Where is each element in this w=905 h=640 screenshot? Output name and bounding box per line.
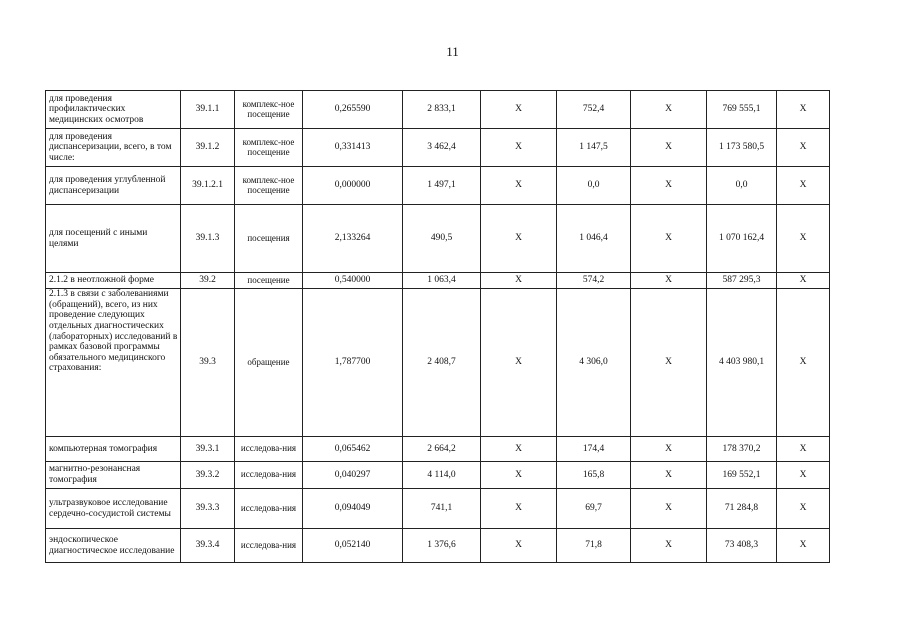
row-value-1: 0,052140 [303, 529, 403, 563]
table-body [46, 91, 830, 563]
row-name: эндоскопическое диагностическое исследование [46, 529, 181, 563]
row-name: для проведения углубленной диспансеризации [46, 167, 181, 205]
row-value-3: Х [481, 129, 557, 167]
table-row [46, 167, 830, 205]
row-name: для проведения диспансеризации, всего, в том числе: [46, 129, 181, 167]
row-value-6: 769 555,1 [707, 91, 777, 129]
row-value-3: Х [481, 289, 557, 437]
row-value-7: Х [777, 289, 830, 437]
row-value-3: Х [481, 489, 557, 529]
table-row [46, 437, 830, 462]
row-value-5: Х [631, 273, 707, 289]
row-value-2: 741,1 [403, 489, 481, 529]
row-code: 39.3.2 [181, 462, 235, 489]
row-value-2: 2 408,7 [403, 289, 481, 437]
row-value-5: Х [631, 167, 707, 205]
row-value-7: Х [777, 91, 830, 129]
table-row [46, 273, 830, 289]
row-value-6: 178 370,2 [707, 437, 777, 462]
row-value-2: 1 063,4 [403, 273, 481, 289]
row-value-2: 1 497,1 [403, 167, 481, 205]
row-value-3: Х [481, 273, 557, 289]
row-value-5: Х [631, 205, 707, 273]
row-value-2: 1 376,6 [403, 529, 481, 563]
row-value-4: 69,7 [557, 489, 631, 529]
row-code: 39.1.2.1 [181, 167, 235, 205]
row-value-7: Х [777, 489, 830, 529]
row-value-5: Х [631, 489, 707, 529]
row-value-6: 1 070 162,4 [707, 205, 777, 273]
row-value-4: 1 147,5 [557, 129, 631, 167]
row-value-6: 4 403 980,1 [707, 289, 777, 437]
row-value-6: 587 295,3 [707, 273, 777, 289]
row-value-7: Х [777, 273, 830, 289]
row-name: для проведения профилактических медицинских осмотров [46, 91, 181, 129]
row-name: ультразвуковое исследование сердечно-сосудистой системы [46, 489, 181, 529]
table-row [46, 529, 830, 563]
row-unit: исследова-ния [235, 437, 303, 462]
row-unit: исследова-ния [235, 462, 303, 489]
row-value-4: 574,2 [557, 273, 631, 289]
row-value-5: Х [631, 529, 707, 563]
row-name: 2.1.3 в связи с заболеваниями (обращений), всего, из них проведение следующих отдельных диагностических (лабораторных) исследований в рамках базовой программы обязательного медицинского страхования: [46, 289, 181, 437]
table-row [46, 462, 830, 489]
row-value-5: Х [631, 289, 707, 437]
row-value-1: 2,133264 [303, 205, 403, 273]
row-unit: исследова-ния [235, 529, 303, 563]
row-value-3: Х [481, 462, 557, 489]
data-table [45, 90, 830, 563]
row-code: 39.3.3 [181, 489, 235, 529]
row-value-4: 752,4 [557, 91, 631, 129]
row-value-2: 2 664,2 [403, 437, 481, 462]
row-code: 39.2 [181, 273, 235, 289]
row-value-2: 4 114,0 [403, 462, 481, 489]
row-value-2: 3 462,4 [403, 129, 481, 167]
row-value-3: Х [481, 91, 557, 129]
row-value-1: 0,331413 [303, 129, 403, 167]
row-value-1: 0,094049 [303, 489, 403, 529]
row-value-1: 0,000000 [303, 167, 403, 205]
row-value-7: Х [777, 529, 830, 563]
row-value-1: 0,065462 [303, 437, 403, 462]
row-code: 39.1.1 [181, 91, 235, 129]
row-value-6: 71 284,8 [707, 489, 777, 529]
row-value-3: Х [481, 529, 557, 563]
row-value-6: 1 173 580,5 [707, 129, 777, 167]
row-unit: посещения [235, 205, 303, 273]
row-unit: комплекс-ное посещение [235, 91, 303, 129]
row-value-3: Х [481, 167, 557, 205]
row-value-4: 165,8 [557, 462, 631, 489]
row-value-6: 0,0 [707, 167, 777, 205]
row-code: 39.1.3 [181, 205, 235, 273]
row-name: компьютерная томография [46, 437, 181, 462]
row-value-7: Х [777, 167, 830, 205]
row-value-2: 2 833,1 [403, 91, 481, 129]
row-value-6: 73 408,3 [707, 529, 777, 563]
row-code: 39.1.2 [181, 129, 235, 167]
row-value-7: Х [777, 462, 830, 489]
row-value-4: 71,8 [557, 529, 631, 563]
row-value-7: Х [777, 129, 830, 167]
table-row [46, 289, 830, 437]
row-value-4: 1 046,4 [557, 205, 631, 273]
row-value-3: Х [481, 205, 557, 273]
row-value-1: 0,040297 [303, 462, 403, 489]
table-row [46, 489, 830, 529]
row-unit: исследова-ния [235, 489, 303, 529]
row-value-7: Х [777, 437, 830, 462]
row-name: 2.1.2 в неотложной форме [46, 273, 181, 289]
row-value-1: 1,787700 [303, 289, 403, 437]
row-value-5: Х [631, 462, 707, 489]
row-value-6: 169 552,1 [707, 462, 777, 489]
row-name: для посещений с иными целями [46, 205, 181, 273]
row-unit: обращение [235, 289, 303, 437]
row-value-5: Х [631, 91, 707, 129]
table-row [46, 129, 830, 167]
table-row [46, 91, 830, 129]
row-value-1: 0,265590 [303, 91, 403, 129]
row-value-3: Х [481, 437, 557, 462]
row-code: 39.3.1 [181, 437, 235, 462]
row-value-5: Х [631, 129, 707, 167]
row-value-4: 174,4 [557, 437, 631, 462]
row-unit: комплекс-ное посещение [235, 129, 303, 167]
row-unit: посещение [235, 273, 303, 289]
row-value-5: Х [631, 437, 707, 462]
row-value-2: 490,5 [403, 205, 481, 273]
table-row [46, 205, 830, 273]
row-value-1: 0,540000 [303, 273, 403, 289]
row-value-4: 4 306,0 [557, 289, 631, 437]
row-code: 39.3 [181, 289, 235, 437]
row-unit: комплекс-ное посещение [235, 167, 303, 205]
row-code: 39.3.4 [181, 529, 235, 563]
row-value-7: Х [777, 205, 830, 273]
row-name: магнитно-резонансная томография [46, 462, 181, 489]
row-value-4: 0,0 [557, 167, 631, 205]
page-number: 11 [446, 44, 459, 59]
